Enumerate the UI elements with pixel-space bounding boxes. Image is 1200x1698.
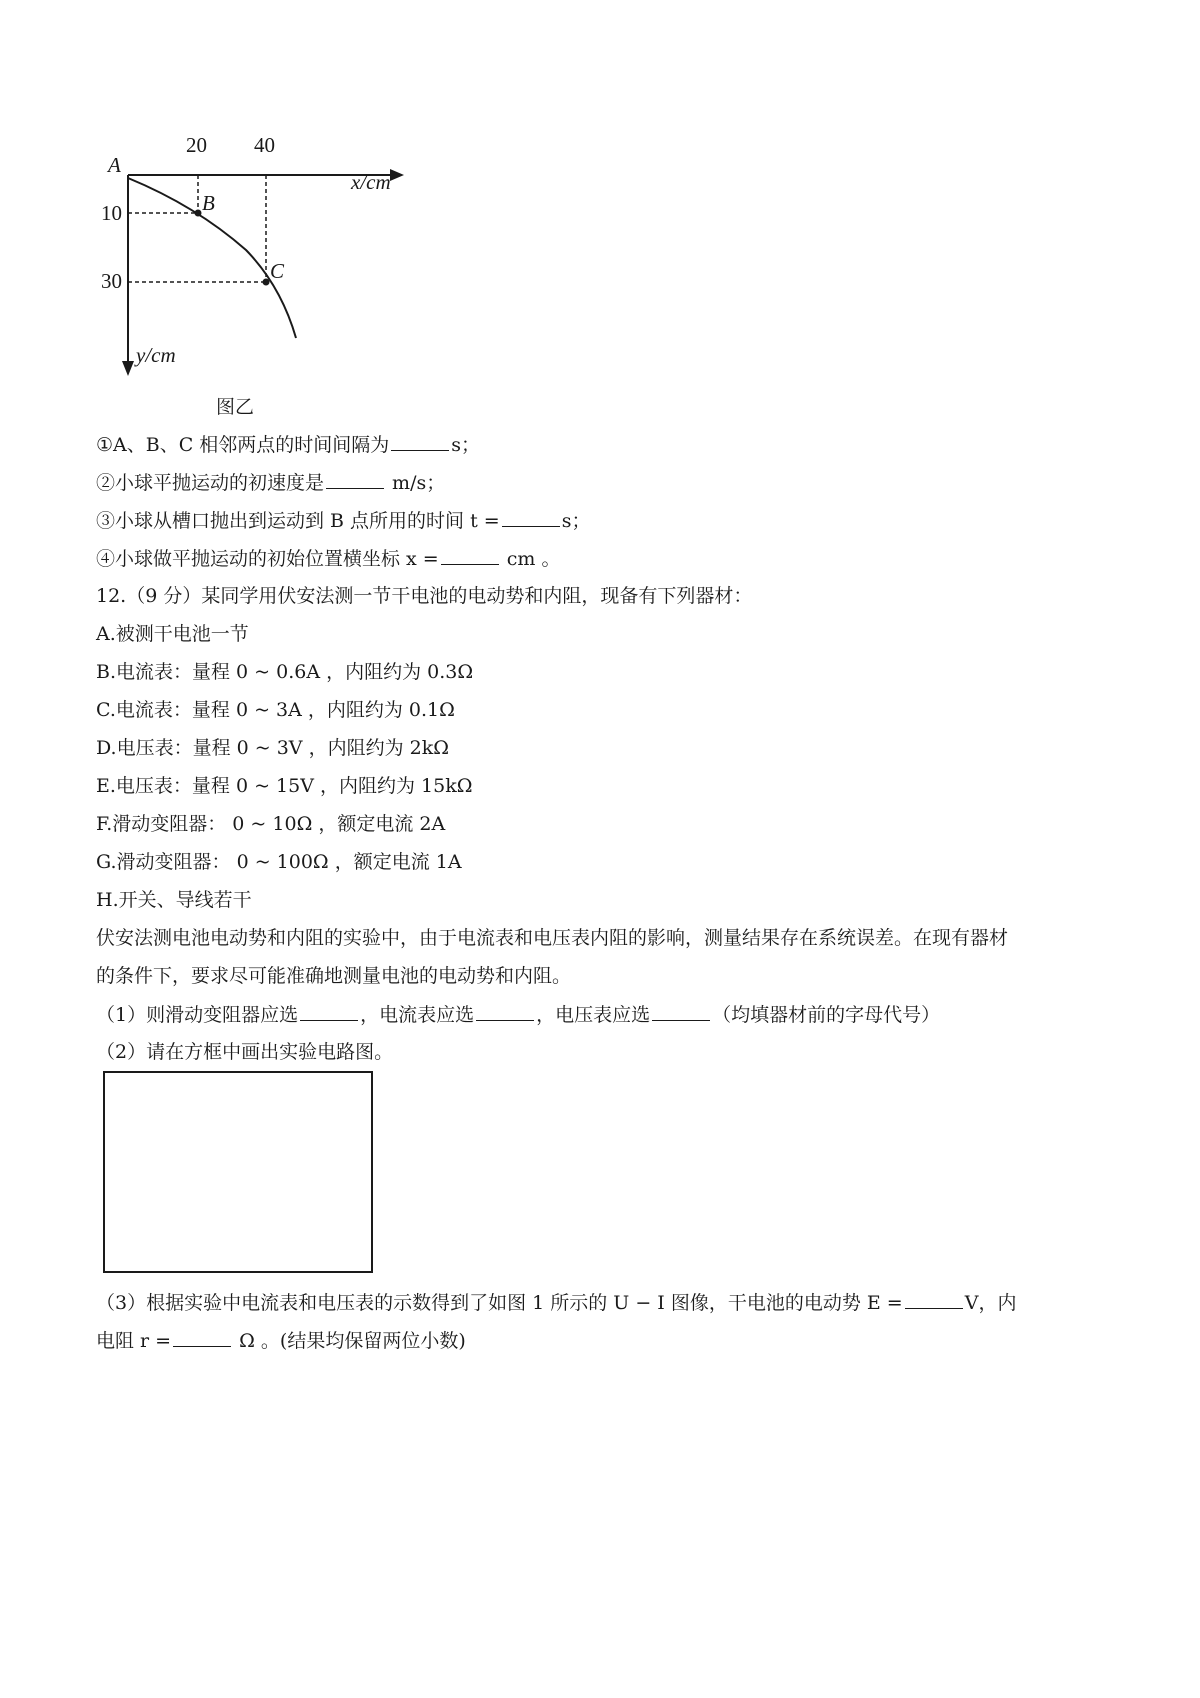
point-c-label: C <box>270 259 285 283</box>
answer-blank[interactable] <box>300 1002 358 1021</box>
q11-item-4-text: ④小球做平抛运动的初始位置横坐标 x = <box>96 548 439 570</box>
q12-sub1-text-d: （均填器材前的字母代号） <box>712 1004 941 1026</box>
trajectory-figure <box>96 128 436 378</box>
q11-item-3-unit: s； <box>561 510 591 532</box>
q11-item-1-text: ①A、B、C 相邻两点的时间间隔为 <box>96 434 390 456</box>
q12-description-line-2: 的条件下，要求尽可能准确地测量电池的电动势和内阻。 <box>96 965 572 987</box>
y-tick-10: 10 <box>101 201 122 225</box>
q11-item-3 <box>96 508 590 533</box>
q12-description-line-1: 伏安法测电池电动势和内阻的实验中，由于电流表和电压表内阻的影响，测量结果存在系统误差。在现有器材 <box>96 927 1009 949</box>
q12-sub3-line-2 <box>96 1328 466 1353</box>
q12-sub3-text-b: V，内 <box>964 1292 1017 1314</box>
x-tick-40: 40 <box>254 133 275 157</box>
q12-option-c: C.电流表：量程 0 ~ 3A ，内阻约为 0.1Ω <box>96 699 455 721</box>
answer-blank[interactable] <box>652 1002 710 1021</box>
q12-option-g: G.滑动变阻器： 0 ~ 100Ω ，额定电流 1A <box>96 851 462 873</box>
point-b-dot <box>195 210 202 217</box>
q12-sub1-text-b: ，电流表应选 <box>360 1004 475 1026</box>
q12-option-a: A.被测干电池一节 <box>96 623 249 645</box>
q12-sub1-text-a: （1）则滑动变阻器应选 <box>96 1004 299 1026</box>
q12-intro: 12.（9 分）某同学用伏安法测一节干电池的电动势和内阻，现备有下列器材： <box>96 585 753 607</box>
q12-option-f: F.滑动变阻器： 0 ~ 10Ω ，额定电流 2A <box>96 813 446 835</box>
q12-sub3-line-1 <box>96 1290 1016 1315</box>
point-c-dot <box>263 279 270 286</box>
q11-item-2-text: ②小球平抛运动的初速度是 <box>96 472 325 494</box>
q11-item-3-text: ③小球从槽口抛出到运动到 B 点所用的时间 t = <box>96 510 500 532</box>
figure-caption: 图乙 <box>216 396 255 418</box>
y-axis-label: y/cm <box>136 343 176 367</box>
x-axis-label: x/cm <box>351 170 391 194</box>
y-tick-30: 30 <box>101 269 122 293</box>
q12-option-h: H.开关、导线若干 <box>96 889 252 911</box>
q11-item-1-unit: s； <box>451 434 481 456</box>
y-axis-arrow <box>122 361 134 376</box>
answer-blank[interactable] <box>173 1328 231 1347</box>
q12-sub1 <box>96 1002 940 1027</box>
point-b-label: B <box>202 191 215 215</box>
trajectory-diagram <box>96 128 436 378</box>
answer-blank[interactable] <box>441 546 499 565</box>
answer-blank[interactable] <box>391 432 449 451</box>
q12-option-d: D.电压表：量程 0 ~ 3V ，内阻约为 2kΩ <box>96 737 449 759</box>
q11-item-4-unit: cm 。 <box>500 548 561 570</box>
answer-blank[interactable] <box>502 508 560 527</box>
q12-option-e: E.电压表：量程 0 ~ 15V ，内阻约为 15kΩ <box>96 775 473 797</box>
answer-blank[interactable] <box>326 470 384 489</box>
x-axis-arrow <box>390 169 404 181</box>
point-a-label: A <box>108 153 121 177</box>
q11-item-2-unit: m/s； <box>386 472 446 494</box>
q12-sub2: （2）请在方框中画出实验电路图。 <box>96 1041 394 1063</box>
q11-item-4 <box>96 546 560 571</box>
x-tick-20: 20 <box>186 133 207 157</box>
q12-option-b: B.电流表：量程 0 ~ 0.6A ，内阻约为 0.3Ω <box>96 661 474 683</box>
q12-sub3-text-d: Ω 。(结果均保留两位小数) <box>233 1330 466 1352</box>
q11-item-1 <box>96 432 480 457</box>
q11-item-2 <box>96 470 445 495</box>
q12-sub1-text-c: ，电压表应选 <box>536 1004 651 1026</box>
q12-sub3-text-c: 电阻 r = <box>96 1330 172 1352</box>
q12-sub3-text-a: （3）根据实验中电流表和电压表的示数得到了如图 1 所示的 U − I 图像，干电池的电动势 E = <box>96 1292 903 1314</box>
circuit-drawing-box[interactable] <box>103 1071 373 1273</box>
answer-blank[interactable] <box>905 1290 963 1309</box>
answer-blank[interactable] <box>476 1002 534 1021</box>
